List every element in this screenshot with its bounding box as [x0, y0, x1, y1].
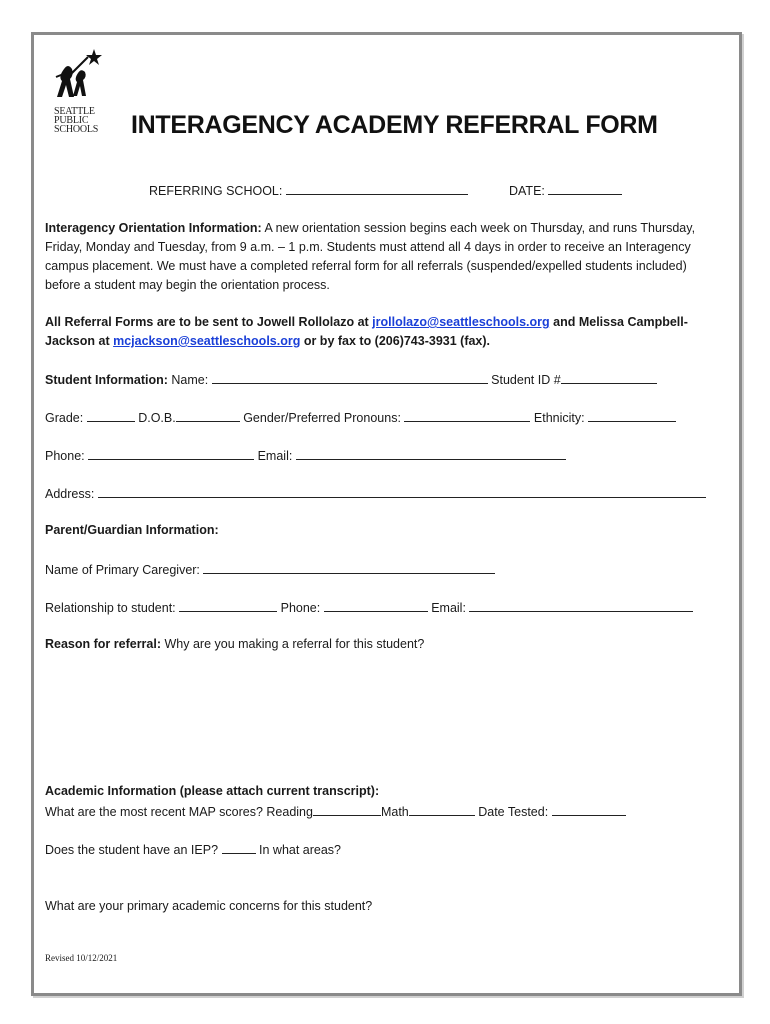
iep-field[interactable] [222, 841, 256, 854]
relationship-row [45, 599, 693, 615]
map-reading-field[interactable] [313, 803, 381, 816]
parent-email-label: Email: [431, 601, 466, 615]
orientation-text: A new orientation session begins each week on Thursday, and runs Thursday, Friday, Monday and Tuesday, from 9 a.m. – 1 p.m. Students must attend all 4 days in order to receive an Interagency campus placement. We must have a completed referral form for all referrals (suspended/expelled students included) before a student may begin the orientation process. [45, 221, 696, 292]
date-row [509, 182, 622, 198]
student-name-field[interactable] [212, 371, 488, 384]
reason-question: Why are you making a referral for this student? [161, 637, 425, 651]
grade-field[interactable] [87, 409, 135, 422]
parent-email-field[interactable] [469, 599, 693, 612]
relationship-label: Relationship to student: [45, 601, 176, 615]
referring-school-field[interactable] [286, 182, 468, 195]
student-id-label: Student ID # [491, 373, 561, 387]
grade-label: Grade: [45, 411, 84, 425]
referring-school-row [149, 182, 468, 198]
seattle-public-schools-logo [50, 47, 110, 137]
map-math-field[interactable] [409, 803, 475, 816]
reason-label: Reason for referral: [45, 637, 162, 651]
iep-areas-label: In what areas? [259, 843, 342, 857]
email-link-mcjackson[interactable]: mcjackson@seattleschools.org [113, 334, 301, 348]
email-link-jrollolazo[interactable]: jrollolazo@seattleschools.org [372, 315, 550, 329]
orientation-label: Interagency Orientation Information: [45, 221, 262, 235]
parent-info-label: Parent/Guardian Information: [45, 523, 219, 537]
logo-line-public: PUBLIC [54, 115, 89, 126]
student-email-label: Email: [257, 449, 293, 463]
reason-answer-area[interactable] [45, 659, 725, 779]
academic-info-label: Academic Information (please attach current transcript): [45, 784, 380, 798]
ethnicity-label: Ethnicity: [533, 411, 585, 425]
date-tested-field[interactable] [552, 803, 626, 816]
student-phone-field[interactable] [88, 447, 254, 460]
send-text-2: and Melissa Campbell-Jackson at [45, 315, 688, 348]
page-title: INTERAGENCY ACADEMY REFERRAL FORM [131, 111, 658, 139]
logo-line-schools: SCHOOLS [54, 124, 99, 135]
address-row [45, 485, 706, 501]
caregiver-label: Name of Primary Caregiver: [45, 563, 200, 577]
gender-label: Gender/Preferred Pronouns: [243, 411, 401, 425]
parent-phone-label: Phone: [280, 601, 321, 615]
send-text-3: or by fax to (206)743-3931 (fax). [300, 334, 491, 348]
map-reading-label: What are the most recent MAP scores? Reading [45, 805, 313, 819]
revised-date: Revised 10/12/2021 [45, 953, 118, 963]
map-math-label: Math [380, 805, 409, 819]
caregiver-row [45, 561, 495, 577]
dob-field[interactable] [176, 409, 240, 422]
referring-school-label: REFERRING SCHOOL: [149, 184, 283, 198]
student-id-field[interactable] [561, 371, 657, 384]
iep-label: Does the student have an IEP? [45, 843, 219, 857]
address-field[interactable] [98, 485, 706, 498]
student-name-label: Name: [167, 373, 209, 387]
date-label: DATE: [509, 184, 545, 198]
relationship-field[interactable] [179, 599, 277, 612]
reason-row [45, 637, 424, 651]
date-field[interactable] [548, 182, 622, 195]
address-label: Address: [45, 487, 95, 501]
map-scores-row [45, 803, 626, 819]
iep-row [45, 841, 341, 857]
student-info-label: Student Information: [45, 373, 168, 387]
send-text-1: All Referral Forms are to be sent to Jowell Rollolazo at [45, 315, 373, 329]
orientation-paragraph [45, 219, 725, 295]
stars-figures-icon [50, 47, 106, 107]
academic-concerns-label: What are your primary academic concerns for this student? [45, 899, 373, 913]
form-page [31, 32, 742, 996]
student-phone-label: Phone: [45, 449, 85, 463]
date-tested-label: Date Tested: [478, 805, 549, 819]
gender-field[interactable] [404, 409, 530, 422]
grade-row [45, 409, 676, 425]
logo-line-seattle: SEATTLE [54, 106, 95, 117]
student-email-field[interactable] [296, 447, 566, 460]
send-instructions [45, 313, 725, 351]
dob-label: D.O.B. [138, 411, 176, 425]
parent-phone-field[interactable] [324, 599, 428, 612]
student-name-row [45, 371, 657, 387]
phone-email-row [45, 447, 566, 463]
ethnicity-field[interactable] [588, 409, 676, 422]
caregiver-field[interactable] [203, 561, 495, 574]
